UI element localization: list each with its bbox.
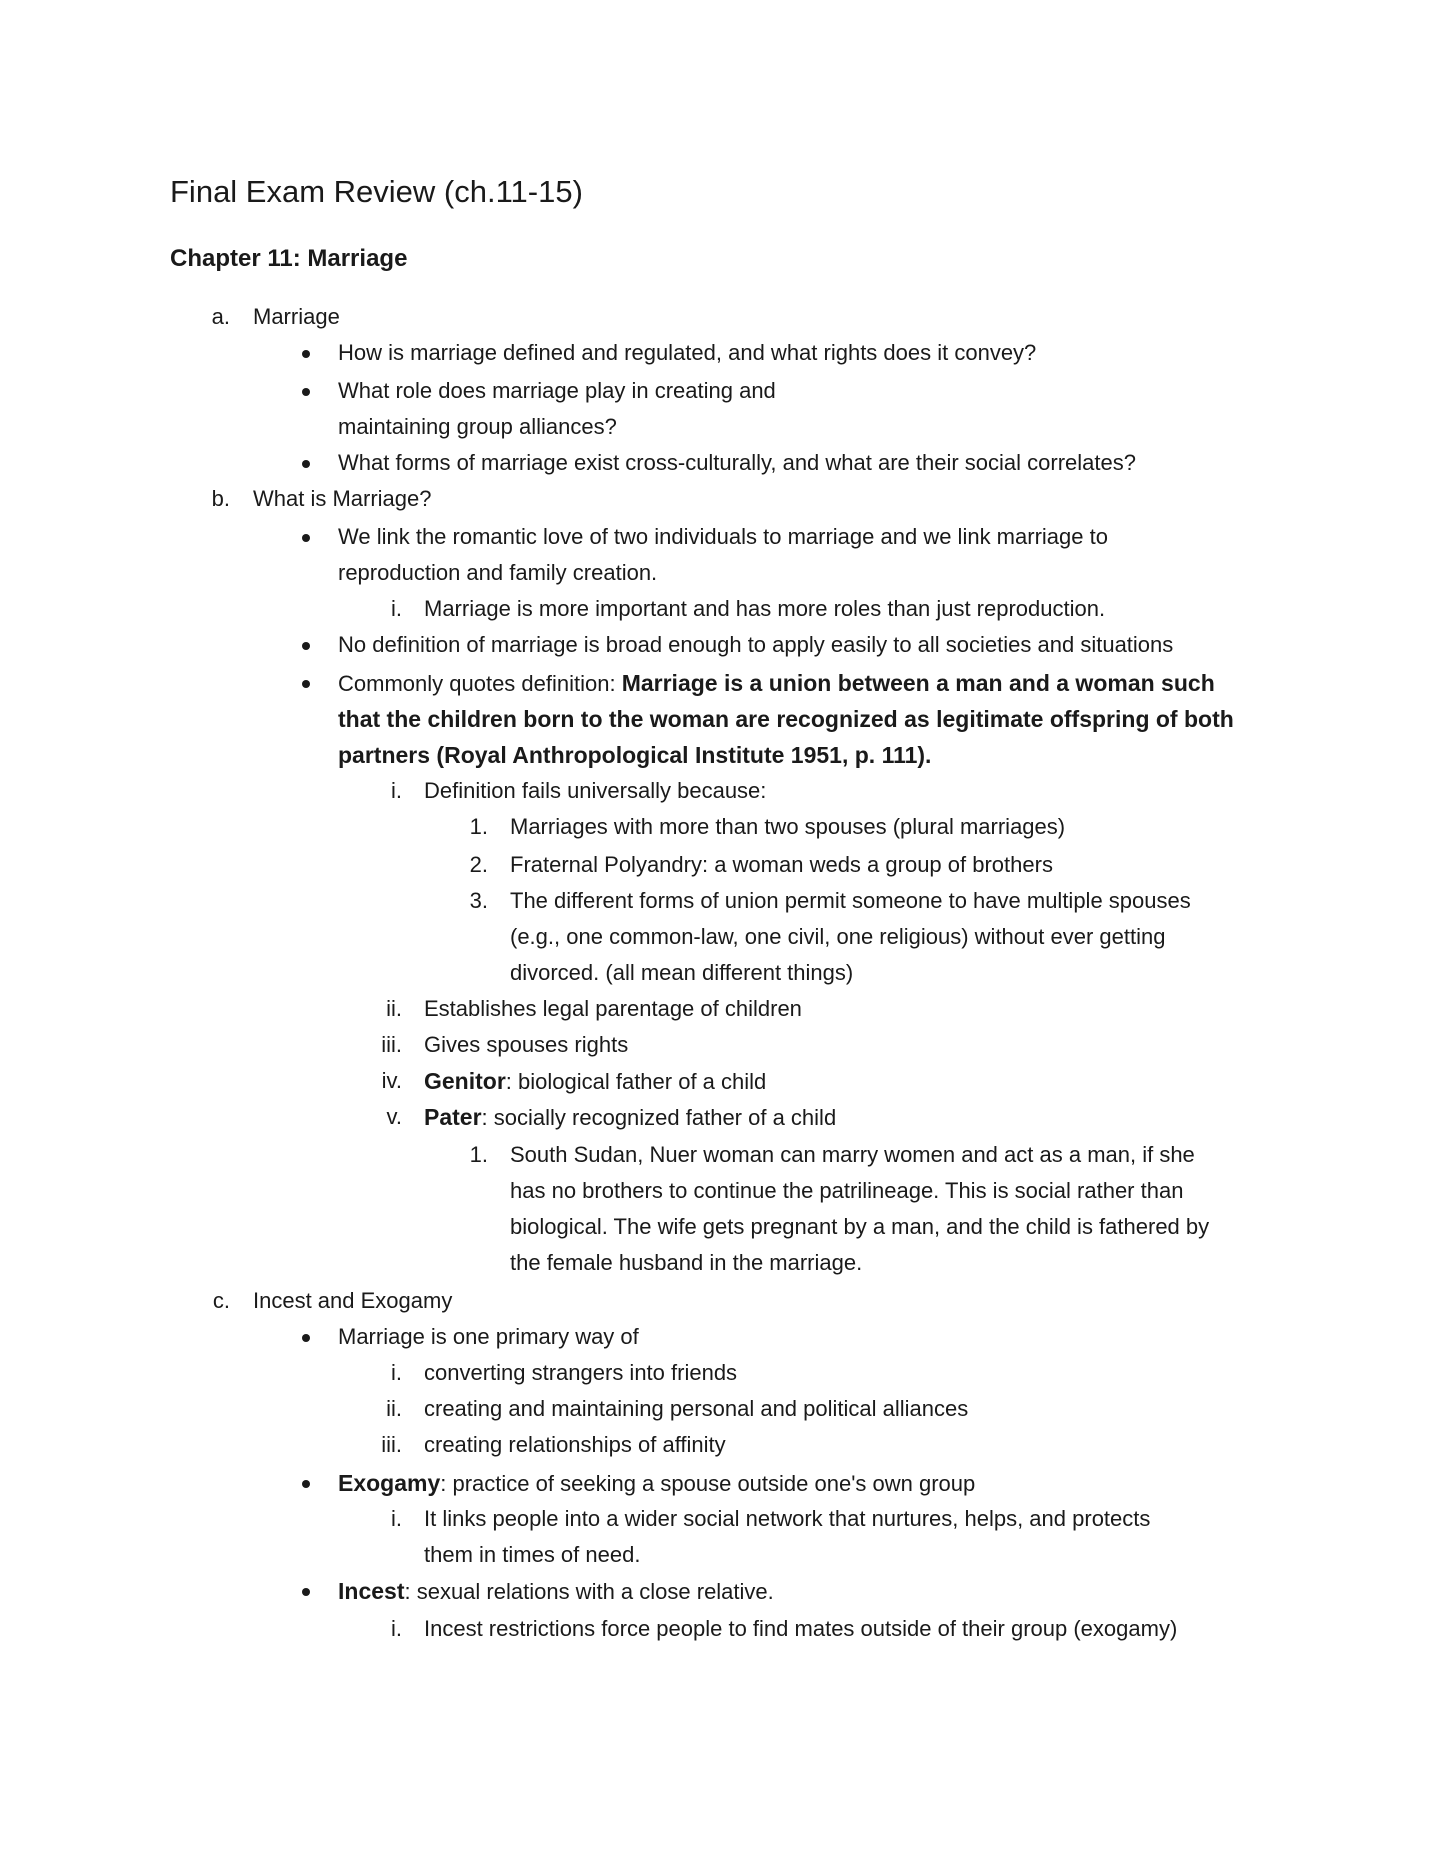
bullet-icon [302,680,310,688]
definition-text: partners (Royal Anthropological Institute 1951, p. 111). [338,742,932,768]
bullet-icon [302,460,310,468]
list-marker: 1. [469,814,488,839]
list-item: South Sudan, Nuer woman can marry women and act as a man, if she [510,1142,1195,1167]
definition-item [338,670,1215,697]
list-marker: 3. [469,888,488,913]
page-title: Final Exam Review (ch.11-15) [170,174,583,209]
list-item: creating and maintaining personal and political alliances [424,1396,969,1421]
term-definition: : biological father of a child [505,1069,767,1094]
list-item: Definition fails universally because: [424,778,767,803]
list-marker: iii. [381,1032,402,1057]
list-marker: iii. [381,1432,402,1457]
list-marker: 2. [469,852,488,877]
list-item: Establishes legal parentage of children [424,996,802,1021]
list-item: Gives spouses rights [424,1032,629,1057]
bullet-icon [302,1334,310,1342]
definition-text: Marriage is a union between a man and a woman such [621,670,1215,696]
term: Genitor [424,1068,506,1094]
list-item-continuation: reproduction and family creation. [338,560,658,585]
section-c-label: Incest and Exogamy [253,1288,453,1313]
list-marker: ii. [386,996,402,1021]
list-item: Marriage is one primary way of [338,1324,639,1349]
list-marker: v. [386,1104,402,1129]
term-item [338,1470,975,1497]
list-marker: a. [211,304,230,329]
list-item: What forms of marriage exist cross-culturally, and what are their social correlates? [338,450,1136,475]
list-item-continuation: has no brothers to continue the patrilineage. This is social rather than [510,1178,1184,1203]
list-item: Fraternal Polyandry: a woman weds a group of brothers [510,852,1053,877]
term-definition: : practice of seeking a spouse outside one's own group [440,1471,976,1496]
list-item: What role does marriage play in creating and [338,378,776,403]
bullet-icon [302,388,310,396]
list-item-continuation: biological. The wife gets pregnant by a man, and the child is fathered by [510,1214,1210,1239]
list-item-continuation: (e.g., one common-law, one civil, one religious) without ever getting [510,924,1166,949]
term-item [338,1578,774,1605]
section-b-label: What is Marriage? [253,486,432,511]
list-item: The different forms of union permit someone to have multiple spouses [510,888,1191,913]
list-marker: i. [391,1360,402,1385]
list-marker: i. [391,778,402,803]
term: Incest [338,1578,405,1604]
list-marker: i. [391,1616,402,1641]
section-a-label: Marriage [253,304,340,329]
list-item: How is marriage defined and regulated, and what rights does it convey? [338,340,1037,365]
list-marker: i. [391,596,402,621]
list-item-continuation: the female husband in the marriage. [510,1250,863,1275]
bullet-icon [302,642,310,650]
list-item: converting strangers into friends [424,1360,738,1385]
bullet-icon [302,1588,310,1596]
list-item: No definition of marriage is broad enough to apply easily to all societies and situations [338,632,1174,657]
term: Exogamy [338,1470,441,1496]
list-item-continuation: maintaining group alliances? [338,414,617,439]
term: Pater [424,1104,482,1130]
term-definition: : socially recognized father of a child [481,1105,837,1130]
list-item-continuation: them in times of need. [424,1542,641,1567]
bullet-icon [302,1480,310,1488]
bullet-icon [302,534,310,542]
term-item [424,1068,766,1095]
list-item: creating relationships of affinity [424,1432,726,1457]
term-item [424,1104,836,1131]
bullet-icon [302,350,310,358]
list-item: Incest restrictions force people to find mates outside of their group (exogamy) [424,1616,1178,1641]
term-definition: : sexual relations with a close relative. [404,1579,774,1604]
list-marker: c. [212,1288,230,1313]
list-marker: i. [391,1506,402,1531]
list-marker: 1. [469,1142,488,1167]
list-item: Marriage is more important and has more roles than just reproduction. [424,596,1106,621]
list-marker: iv. [381,1068,402,1093]
list-item: It links people into a wider social network that nurtures, helps, and protects [424,1506,1151,1531]
list-item-continuation: divorced. (all mean different things) [510,960,854,985]
definition-prefix: Commonly quotes definition: [338,671,622,696]
list-item: We link the romantic love of two individuals to marriage and we link marriage to [338,524,1108,549]
list-item: Marriages with more than two spouses (plural marriages) [510,814,1066,839]
definition-text: that the children born to the woman are recognized as legitimate offspring of both [338,706,1234,732]
list-marker: ii. [386,1396,402,1421]
chapter-heading: Chapter 11: Marriage [170,245,408,272]
list-marker: b. [211,486,230,511]
